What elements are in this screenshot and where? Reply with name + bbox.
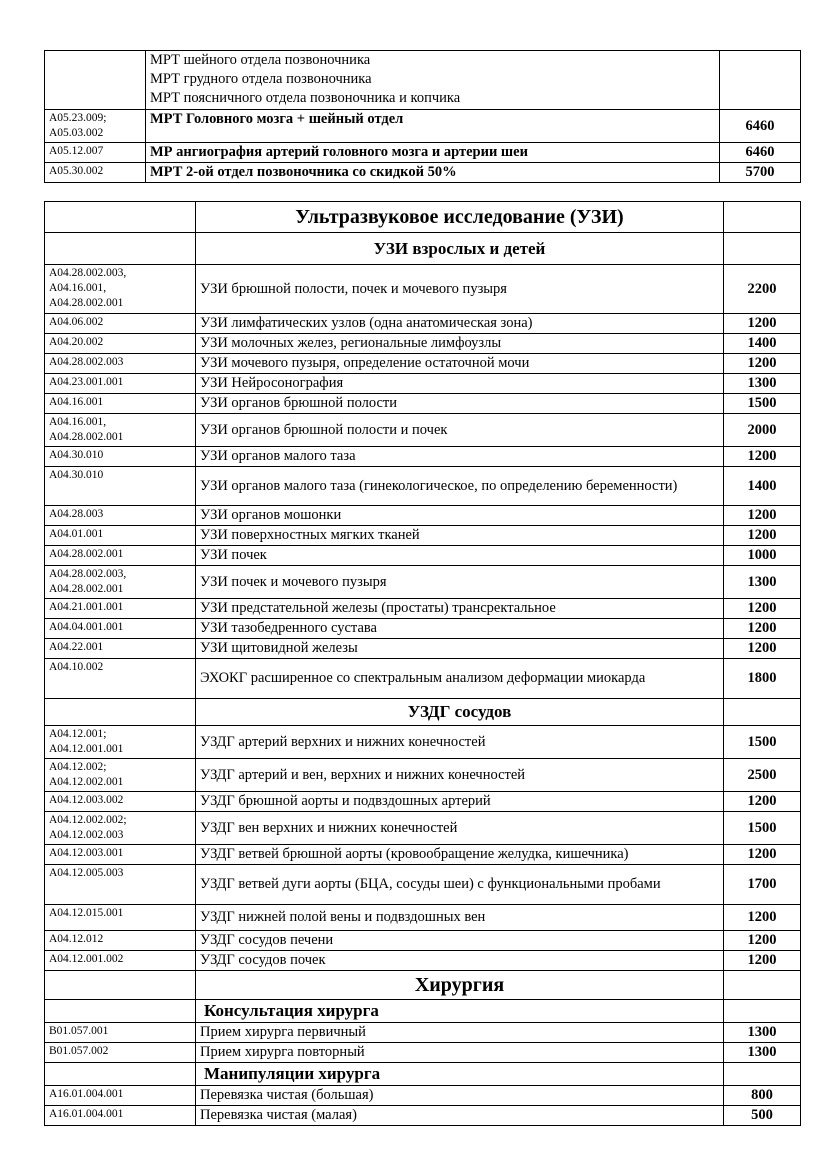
- service-name-line: МРТ поясничного отдела позвоночника и копчика: [150, 90, 461, 106]
- service-price: 1200: [724, 314, 801, 334]
- service-name: ЭХОКГ расширенное со спектральным анализом деформации миокарда: [196, 659, 724, 699]
- service-name: УЗИ брюшной полости, почек и мочевого пузыря: [196, 265, 724, 314]
- service-code: A04.12.001.002: [45, 951, 196, 971]
- service-price: 1200: [724, 447, 801, 467]
- subsection-title: УЗИ взрослых и детей: [196, 233, 724, 265]
- table-row: [45, 812, 801, 845]
- service-name-line: МРТ Головного мозга + шейный отдел: [150, 111, 404, 127]
- table-row: [45, 639, 801, 659]
- service-price: 1700: [724, 865, 801, 905]
- table-row: [45, 334, 801, 354]
- service-name: УЗДГ вен верхних и нижних конечностей: [196, 812, 724, 845]
- service-code: A04.30.010: [45, 447, 196, 467]
- service-code: A04.16.001: [45, 394, 196, 414]
- service-code: A04.28.002.003, A04.16.001, A04.28.002.001: [45, 265, 196, 314]
- table-row: [45, 931, 801, 951]
- subsection-title: УЗДГ сосудов: [196, 699, 724, 726]
- service-name: УЗДГ артерий и вен, верхних и нижних конечностей: [196, 759, 724, 792]
- table-row: [45, 1043, 801, 1063]
- service-name-line: МР ангиография артерий головного мозга и артерии шеи: [150, 144, 528, 160]
- service-name: УЗИ щитовидной железы: [196, 639, 724, 659]
- service-name: УЗИ почек и мочевого пузыря: [196, 566, 724, 599]
- service-price: 1000: [724, 546, 801, 566]
- table-row: [45, 905, 801, 931]
- table-row: [45, 845, 801, 865]
- service-code: A04.04.001.001: [45, 619, 196, 639]
- empty-cell: [724, 1063, 801, 1086]
- service-code: A05.12.007: [45, 143, 146, 163]
- table-row: [45, 354, 801, 374]
- service-code: A04.06.002: [45, 314, 196, 334]
- section-title: Хирургия: [196, 971, 724, 1000]
- service-code: A16.01.004.001: [45, 1106, 196, 1126]
- service-price: 1200: [724, 951, 801, 971]
- service-price: 2500: [724, 759, 801, 792]
- service-code: A16.01.004.001: [45, 1086, 196, 1106]
- service-name-line: МРТ 2-ой отдел позвоночника со скидкой 50%: [150, 164, 457, 180]
- service-price: 2000: [724, 414, 801, 447]
- service-price: 1200: [724, 931, 801, 951]
- service-name: Перевязка чистая (малая): [196, 1106, 724, 1126]
- service-price: 6460: [720, 110, 801, 143]
- service-name: Прием хирурга первичный: [196, 1023, 724, 1043]
- service-name: УЗИ почек: [196, 546, 724, 566]
- service-code: A04.12.003.001: [45, 845, 196, 865]
- service-name: УЗИ органов брюшной полости и почек: [196, 414, 724, 447]
- table-row: [45, 110, 801, 143]
- service-price: [720, 51, 801, 110]
- service-name-line: МРТ шейного отдела позвоночника: [150, 52, 371, 68]
- section-title-row: [45, 202, 801, 233]
- service-code: A04.16.001, A04.28.002.001: [45, 414, 196, 447]
- table-row: [45, 51, 801, 110]
- table-row: [45, 1106, 801, 1126]
- service-price: 1200: [724, 354, 801, 374]
- service-name-line: МРТ грудного отдела позвоночника: [150, 71, 372, 87]
- service-price: 1800: [724, 659, 801, 699]
- service-code: A04.12.002.002; A04.12.002.003: [45, 812, 196, 845]
- service-price: 5700: [720, 163, 801, 183]
- table-row: [45, 163, 801, 183]
- service-price: 1200: [724, 619, 801, 639]
- empty-cell: [45, 699, 196, 726]
- service-name: УЗДГ брюшной аорты и подвздошных артерий: [196, 792, 724, 812]
- service-code: A04.28.003: [45, 506, 196, 526]
- ultrasound-surgery-price-table: [44, 201, 801, 1126]
- subsection-row: [45, 233, 801, 265]
- service-price: 500: [724, 1106, 801, 1126]
- empty-cell: [724, 202, 801, 233]
- empty-cell: [45, 233, 196, 265]
- service-name: УЗИ органов малого таза: [196, 447, 724, 467]
- service-name: [146, 110, 720, 143]
- table-row: [45, 659, 801, 699]
- service-code: A04.28.002.001: [45, 546, 196, 566]
- service-name: УЗИ органов мошонки: [196, 506, 724, 526]
- service-name: УЗИ Нейросонография: [196, 374, 724, 394]
- service-code: A04.12.001; A04.12.001.001: [45, 726, 196, 759]
- table-row: [45, 1086, 801, 1106]
- empty-cell: [45, 1063, 196, 1086]
- table-row: [45, 566, 801, 599]
- service-code: A04.12.003.002: [45, 792, 196, 812]
- mrt-price-table: [44, 50, 801, 183]
- service-name: [146, 163, 720, 183]
- service-price: 1300: [724, 1023, 801, 1043]
- table-row: [45, 526, 801, 546]
- service-name: УЗДГ ветвей дуги аорты (БЦА, сосуды шеи) с функциональными пробами: [196, 865, 724, 905]
- service-code: A04.01.001: [45, 526, 196, 546]
- subsection-row: [45, 1063, 801, 1086]
- table-row: [45, 265, 801, 314]
- section-title: Ультразвуковое исследование (УЗИ): [196, 202, 724, 233]
- table-row: [45, 865, 801, 905]
- service-code: B01.057.002: [45, 1043, 196, 1063]
- section-title-row: [45, 971, 801, 1000]
- service-price: 1200: [724, 792, 801, 812]
- service-name: УЗИ поверхностных мягких тканей: [196, 526, 724, 546]
- service-price: 1500: [724, 812, 801, 845]
- service-name: [146, 51, 720, 110]
- table-row: [45, 726, 801, 759]
- service-code: A04.23.001.001: [45, 374, 196, 394]
- empty-cell: [724, 233, 801, 265]
- service-name: УЗДГ сосудов почек: [196, 951, 724, 971]
- service-name: УЗДГ артерий верхних и нижних конечностей: [196, 726, 724, 759]
- service-price: 1300: [724, 374, 801, 394]
- service-code: A04.12.005.003: [45, 865, 196, 905]
- service-name: УЗИ мочевого пузыря, определение остаточной мочи: [196, 354, 724, 374]
- table-row: [45, 951, 801, 971]
- empty-cell: [45, 202, 196, 233]
- table-row: [45, 506, 801, 526]
- table-row: [45, 314, 801, 334]
- subsection-title: Манипуляции хирурга: [196, 1063, 724, 1086]
- table-row: [45, 1023, 801, 1043]
- service-code: [45, 51, 146, 110]
- service-code: A05.23.009; A05.03.002: [45, 110, 146, 143]
- table-row: [45, 143, 801, 163]
- table-row: [45, 599, 801, 619]
- table-row: [45, 394, 801, 414]
- service-price: 1500: [724, 726, 801, 759]
- service-price: 1400: [724, 467, 801, 506]
- table-row: [45, 374, 801, 394]
- service-code: A04.12.015.001: [45, 905, 196, 931]
- service-price: 1400: [724, 334, 801, 354]
- service-code: B01.057.001: [45, 1023, 196, 1043]
- service-name: [146, 143, 720, 163]
- table-row: [45, 792, 801, 812]
- empty-cell: [724, 1000, 801, 1023]
- service-price: 1200: [724, 599, 801, 619]
- service-price: 1200: [724, 845, 801, 865]
- service-code: A04.28.002.003, A04.28.002.001: [45, 566, 196, 599]
- service-price: 1300: [724, 566, 801, 599]
- service-code: A04.10.002: [45, 659, 196, 699]
- table-row: [45, 414, 801, 447]
- service-code: A04.21.001.001: [45, 599, 196, 619]
- service-name: Прием хирурга повторный: [196, 1043, 724, 1063]
- service-price: 2200: [724, 265, 801, 314]
- service-name: УЗДГ нижней полой вены и подвздошных вен: [196, 905, 724, 931]
- subsection-row: [45, 1000, 801, 1023]
- service-code: A05.30.002: [45, 163, 146, 183]
- subsection-row: [45, 699, 801, 726]
- service-price: 1200: [724, 506, 801, 526]
- service-code: A04.20.002: [45, 334, 196, 354]
- service-price: 800: [724, 1086, 801, 1106]
- service-name: УЗИ лимфатических узлов (одна анатомическая зона): [196, 314, 724, 334]
- service-code: A04.12.002; A04.12.002.001: [45, 759, 196, 792]
- table-row: [45, 447, 801, 467]
- service-name: Перевязка чистая (большая): [196, 1086, 724, 1106]
- service-name: УЗИ органов малого таза (гинекологическое, по определению беременности): [196, 467, 724, 506]
- service-price: 1500: [724, 394, 801, 414]
- table-row: [45, 759, 801, 792]
- table-row: [45, 546, 801, 566]
- service-name: УЗИ предстательной железы (простаты) трансректальное: [196, 599, 724, 619]
- service-code: A04.30.010: [45, 467, 196, 506]
- subsection-title: Консультация хирурга: [196, 1000, 724, 1023]
- service-code: A04.22.001: [45, 639, 196, 659]
- service-price: 1200: [724, 526, 801, 546]
- service-name: УЗИ тазобедренного сустава: [196, 619, 724, 639]
- empty-cell: [724, 699, 801, 726]
- table-row: [45, 619, 801, 639]
- service-price: 1200: [724, 639, 801, 659]
- empty-cell: [724, 971, 801, 1000]
- service-price: 1300: [724, 1043, 801, 1063]
- empty-cell: [45, 971, 196, 1000]
- service-name: УЗИ молочных желез, региональные лимфоузлы: [196, 334, 724, 354]
- service-name: УЗИ органов брюшной полости: [196, 394, 724, 414]
- service-code: A04.28.002.003: [45, 354, 196, 374]
- service-price: 6460: [720, 143, 801, 163]
- service-price: 1200: [724, 905, 801, 931]
- table-row: [45, 467, 801, 506]
- service-name: УЗДГ ветвей брюшной аорты (кровообращение желудка, кишечника): [196, 845, 724, 865]
- service-name: УЗДГ сосудов печени: [196, 931, 724, 951]
- empty-cell: [45, 1000, 196, 1023]
- service-code: A04.12.012: [45, 931, 196, 951]
